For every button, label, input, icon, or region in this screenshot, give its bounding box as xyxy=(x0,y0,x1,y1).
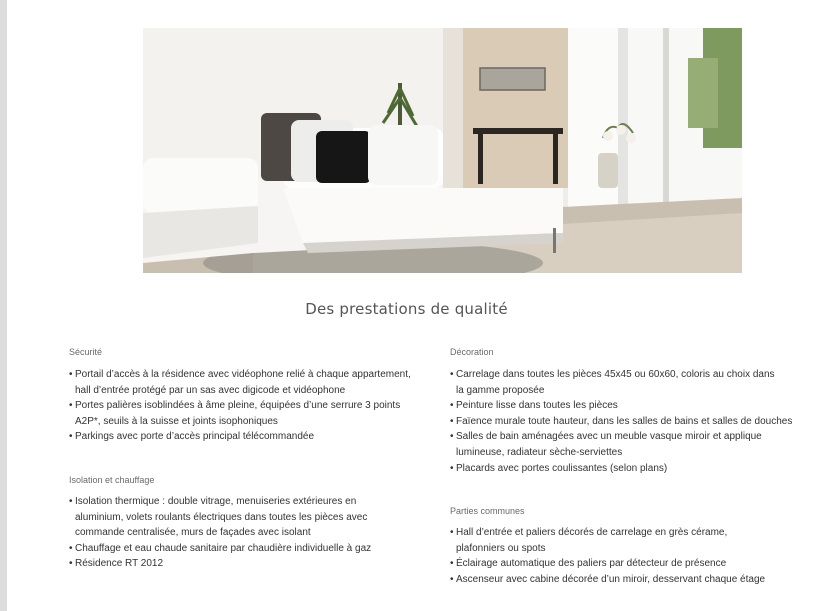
list-item: • Ascenseur avec cabine décorée d’un miroir, desservant chaque étage xyxy=(450,572,805,588)
common-areas-list xyxy=(450,525,805,587)
decoration-heading: Décoration xyxy=(450,347,494,357)
list-item: • Chauffage et eau chaude sanitaire par chaudière individuelle à gaz xyxy=(69,541,429,557)
list-item: • Parkings avec porte d’accès principal télécommandée xyxy=(69,429,429,445)
insulation-list xyxy=(69,494,429,572)
list-item: • Peinture lisse dans toutes les pièces xyxy=(450,398,805,414)
list-item: • Placards avec portes coulissantes (selon plans) xyxy=(450,461,805,477)
list-item: • Éclairage automatique des paliers par détecteur de présence xyxy=(450,556,805,572)
security-heading: Sécurité xyxy=(69,347,103,357)
list-item: • Isolation thermique : double vitrage, menuiseries extérieures en aluminium, volets roulants électriques dans toutes les pièces avec commande centralisée, murs de façades avec isolant xyxy=(69,494,429,541)
decoration-list xyxy=(450,367,805,476)
common-areas-heading: Parties communes xyxy=(450,506,525,516)
list-item: • Hall d’entrée et paliers décorés de carrelage en grès cérame, plafonniers ou spots xyxy=(450,525,805,556)
list-item: • Portes palières isoblindées à âme pleine, équipées d’une serrure 3 points A2P*, seuils à la suisse et joints isophoniques xyxy=(69,398,429,429)
list-item: • Carrelage dans toutes les pièces 45x45 ou 60x60, coloris au choix dans la gamme proposée xyxy=(450,367,805,398)
security-list xyxy=(69,367,429,445)
list-item: • Salles de bain aménagées avec un meuble vasque miroir et applique lumineuse, radiateur sèche-serviettes xyxy=(450,429,805,460)
insulation-heading: Isolation et chauffage xyxy=(69,475,155,485)
list-item: • Portail d’accès à la résidence avec vidéophone relié à chaque appartement, hall d’entrée protégé par un sas avec digicode et vidéophone xyxy=(69,367,429,398)
list-item: • Faïence murale toute hauteur, dans les salles de bains et salles de douches xyxy=(450,414,805,430)
living-room-photo xyxy=(143,28,742,273)
section-heading: Des prestations de qualité xyxy=(305,300,508,318)
list-item: • Résidence RT 2012 xyxy=(69,556,429,572)
